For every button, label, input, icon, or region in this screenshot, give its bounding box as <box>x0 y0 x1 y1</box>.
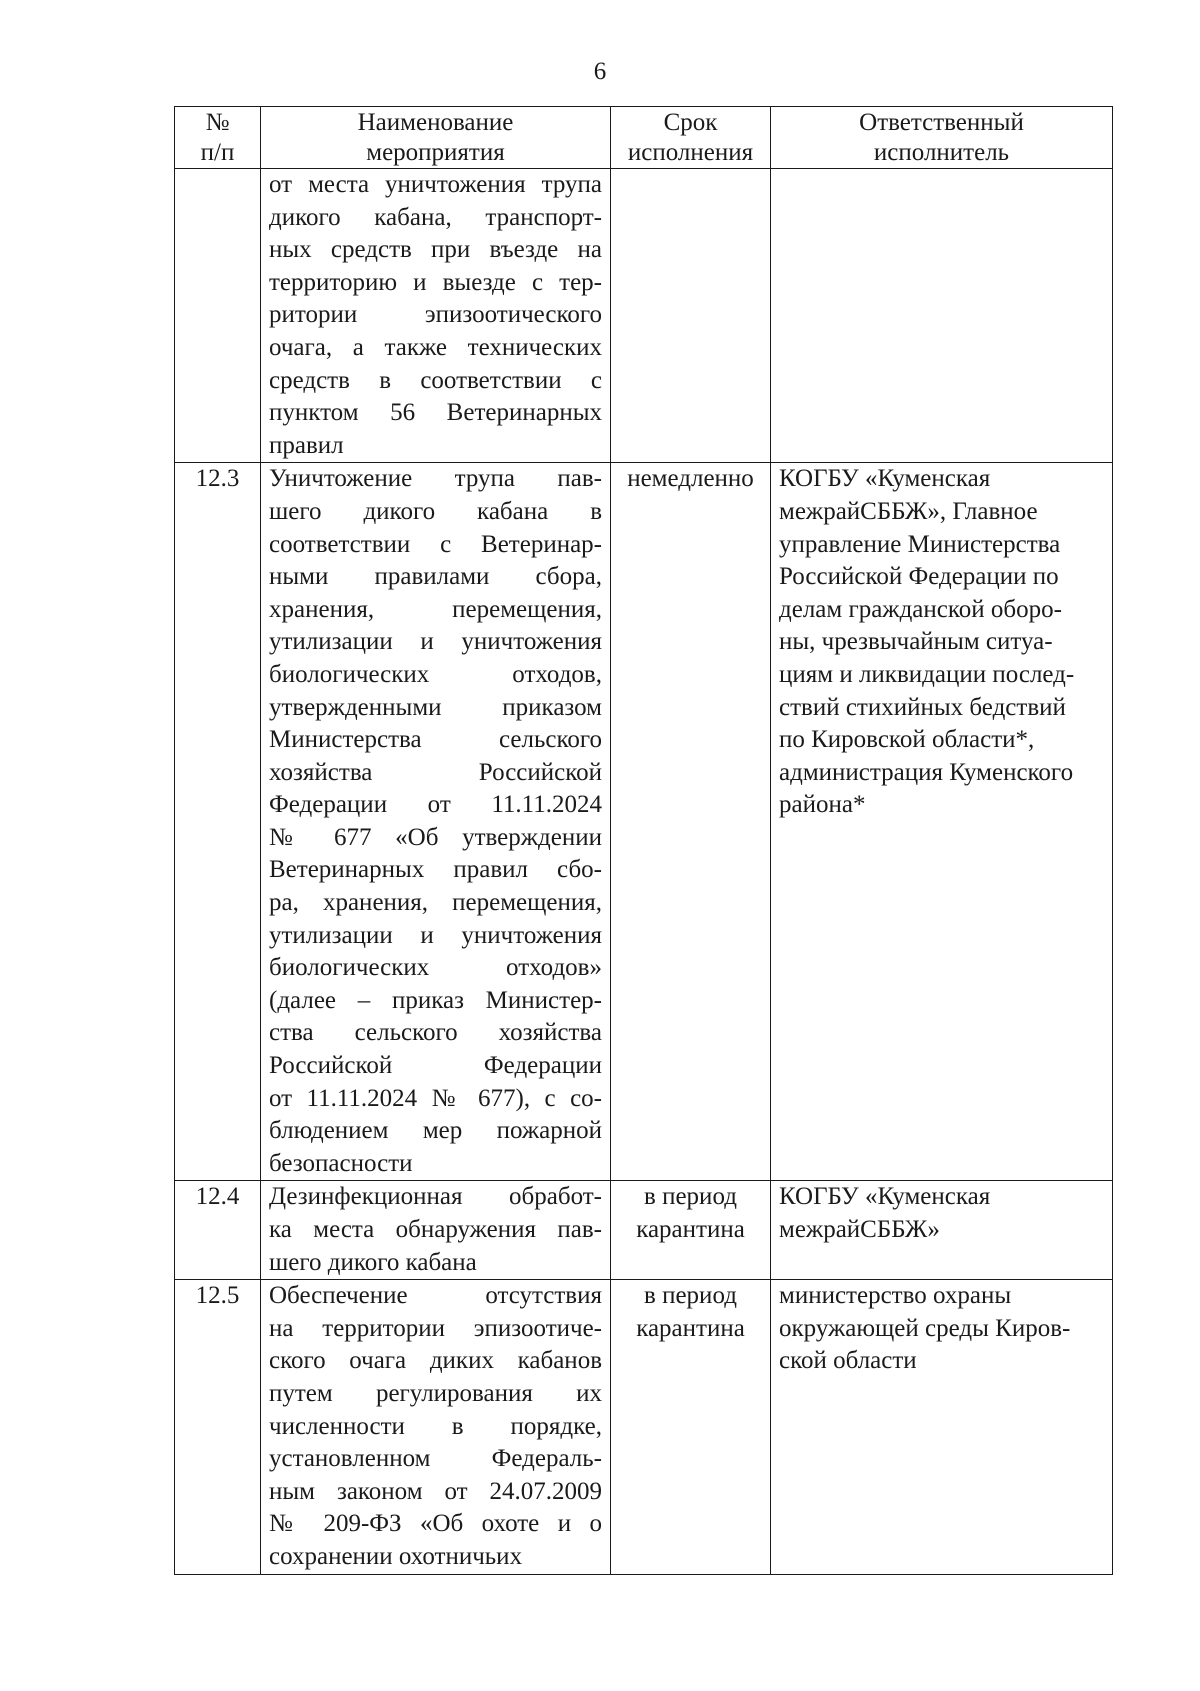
event-term-line: в период <box>644 1183 737 1211</box>
event-name-line: ными правилами сбора, <box>269 563 602 591</box>
table-row <box>175 1280 1113 1574</box>
event-term <box>611 169 771 463</box>
event-name-line: соответствии с Ветеринар- <box>269 530 602 558</box>
event-name-line: Российской Федерации <box>269 1052 602 1080</box>
table-row <box>175 169 1113 463</box>
event-responsible-line: ской области <box>779 1347 917 1375</box>
event-responsible-line: ствий стихийных бедствий <box>779 693 1066 721</box>
header-term: Срок исполнения <box>611 107 771 169</box>
event-name-line: от места уничтожения трупа <box>269 171 602 198</box>
table-body <box>175 169 1113 1575</box>
event-responsible-line: КОГБУ «Куменская <box>779 465 991 493</box>
event-name-line: блюдением мер пожарной <box>269 1117 602 1145</box>
event-name-line: ных средств при въезде на <box>269 236 602 264</box>
table-row <box>175 463 1113 1181</box>
event-responsible-line: делам гражданской оборо- <box>779 595 1062 623</box>
table-header-row <box>175 107 1113 169</box>
event-responsible-line: межрайСББЖ» <box>779 1216 940 1243</box>
event-responsible-line: Российской Федерации по <box>779 563 1059 591</box>
row-number: 12.5 <box>175 1280 261 1574</box>
event-name-line: сохранении охотничьих <box>269 1542 523 1570</box>
row-number: 12.3 <box>175 463 261 1181</box>
event-name-line: ка места обнаружения пав- <box>269 1216 602 1243</box>
event-term-line: карантина <box>636 1314 745 1342</box>
event-name <box>261 463 611 1181</box>
event-responsible-line: района* <box>779 791 866 819</box>
event-term-line: немедленно <box>627 465 754 493</box>
event-term <box>611 463 771 1181</box>
event-name-line: хранения, перемещения, <box>269 595 602 623</box>
event-name-line: правил <box>269 431 344 459</box>
row-number <box>175 169 261 463</box>
page-number: 6 <box>593 58 607 85</box>
event-name-line: утвержденными приказом <box>269 693 602 721</box>
event-name-line: биологических отходов, <box>269 660 602 688</box>
event-name <box>261 1280 611 1574</box>
event-name-line: ра, хранения, перемещения, <box>269 889 602 917</box>
event-responsible-line: администрация Куменского <box>779 758 1074 786</box>
event-term-line: в период <box>644 1282 737 1310</box>
event-responsible <box>771 463 1113 1181</box>
event-responsible-line: окружающей среды Киров- <box>779 1314 1071 1342</box>
event-term-line: карантина <box>636 1216 745 1243</box>
event-responsible-line: ны, чрезвычайным ситуа- <box>779 628 1053 656</box>
event-responsible <box>771 1280 1113 1574</box>
event-name-line: шего дикого кабана в <box>269 497 602 525</box>
event-name-line: Федерации от 11.11.2024 <box>269 791 602 819</box>
event-name-line: пунктом 56 Ветеринарных <box>269 399 602 427</box>
row-number: 12.4 <box>175 1181 261 1280</box>
event-name-line: на территории эпизоотиче- <box>269 1314 602 1342</box>
events-table <box>174 106 1113 1575</box>
event-responsible-line: КОГБУ «Куменская <box>779 1183 991 1211</box>
event-name <box>261 169 611 463</box>
event-term <box>611 1181 771 1280</box>
event-responsible-line: по Кировской области*, <box>779 726 1035 754</box>
event-responsible-line: министерство охраны <box>779 1282 1012 1310</box>
event-responsible-line: циям и ликвидации послед- <box>779 660 1075 688</box>
event-name-line: очага, а также технических <box>269 333 602 361</box>
event-name-line: Уничтожение трупа пав- <box>269 465 602 493</box>
event-name-line: ского очага диких кабанов <box>269 1347 602 1375</box>
event-name-line: безопасности <box>269 1149 413 1177</box>
event-name-line: утилизации и уничтожения <box>269 921 602 949</box>
event-name-line: путем регулирования их <box>269 1379 602 1407</box>
event-name-line: № 209-ФЗ «Об охоте и о <box>269 1510 602 1538</box>
event-name-line: шего дикого кабана <box>269 1248 477 1276</box>
event-name-line: Ветеринарных правил сбо- <box>269 856 602 884</box>
event-name-line: ным законом от 24.07.2009 <box>269 1477 602 1505</box>
table-row <box>175 1181 1113 1280</box>
event-name <box>261 1181 611 1280</box>
event-responsible <box>771 169 1113 463</box>
event-name-line: от 11.11.2024 № 677), с со- <box>269 1084 602 1112</box>
event-name-line: хозяйства Российской <box>269 758 602 786</box>
event-responsible-line: межрайСББЖ», Главное <box>779 497 1038 525</box>
header-number: № п/п <box>175 107 261 169</box>
event-name-line: биологических отходов» <box>269 954 602 982</box>
event-name-line: средств в соответствии с <box>269 366 602 394</box>
event-name-line: Министерства сельского <box>269 726 602 754</box>
event-term <box>611 1280 771 1574</box>
event-name-line: территорию и выезде с тер- <box>269 268 602 296</box>
event-responsible <box>771 1181 1113 1280</box>
header-responsible: Ответственный исполнитель <box>771 107 1113 169</box>
event-name-line: утилизации и уничтожения <box>269 628 602 656</box>
event-name-line: № 677 «Об утверждении <box>269 823 602 851</box>
event-name-line: (далее – приказ Министер- <box>269 986 602 1014</box>
header-name: Наименование мероприятия <box>261 107 611 169</box>
event-name-line: дикого кабана, транспорт- <box>269 203 602 231</box>
event-name-line: ритории эпизоотического <box>269 301 602 329</box>
event-name-line: Обеспечение отсутствия <box>269 1282 602 1310</box>
event-name-line: Дезинфекционная обработ- <box>269 1183 602 1211</box>
event-name-line: численности в порядке, <box>269 1412 602 1440</box>
event-name-line: установленном Федераль- <box>269 1445 602 1473</box>
event-name-line: ства сельского хозяйства <box>269 1019 602 1047</box>
event-responsible-line: управление Министерства <box>779 530 1061 558</box>
